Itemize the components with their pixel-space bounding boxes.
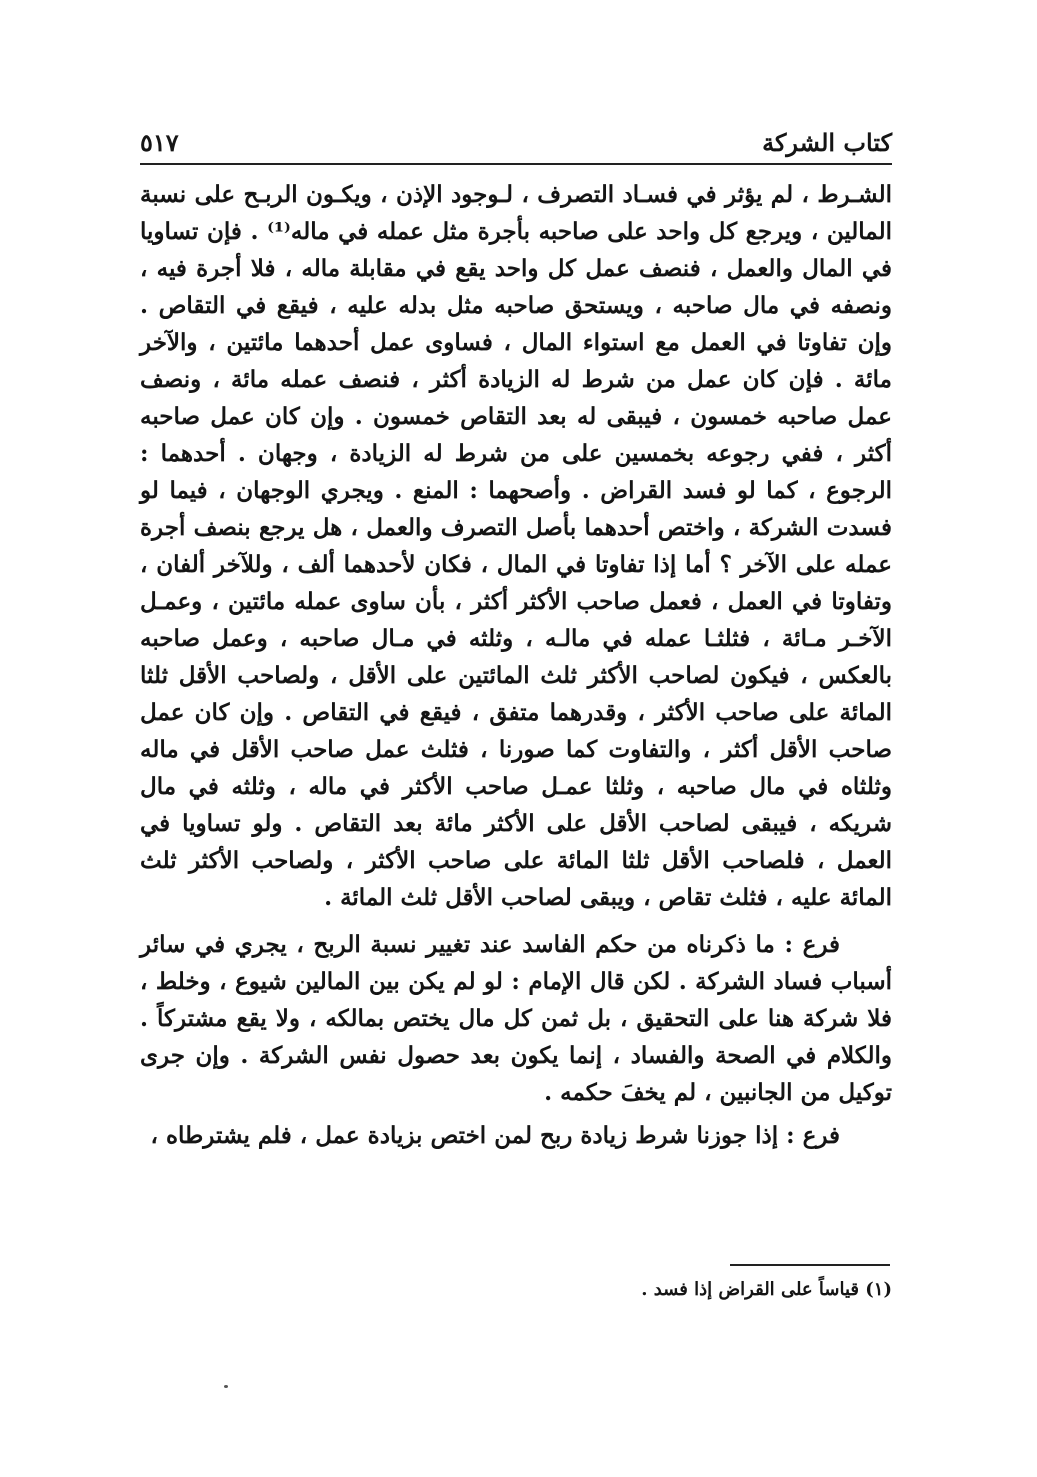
paragraph-main: الشـرط ، لم يؤثر في فسـاد التصرف ، لـوجود الإذن ، ويكـون الربـح على نسبة المالين ، ويرجع كل واحد على صاحبه بأجرة مثل عمله في ماله⁽¹⁾ . فإن تساويا في المال والعمل ، فنصف عمل كل واحد يقع في مقابلة ماله ، فلا أجرة فيه ، ونصفه في مال صاحبه ، ويستحق صاحبه مثل بدله عليه ، فيقع في التقاص . وإن تفاوتا في العمل مع استواء المال ، فساوى عمل أحدهما مائتين ، والآخر مائة . فإن كان عمل من شرط له الزيادة أكثر ، فنصف عمله مائة ، ونصف عمل صاحبه خمسون ، فيبقى له بعد التقاص خمسون . وإن كان عمل صاحبه أكثر ، ففي رجوعه بخمسين على من شرط له الزيادة ، وجهان . أحدهما : الرجوع ، كما لو فسد القراض . وأصحهما : المنع . ويجري الوجهان ، فيما لو فسدت الشركة ، واختص أحدهما بأصل التصرف والعمل ، هل يرجع بنصف أجرة عمله على الآخر ؟ أما إذا تفاوتا في المال ، فكان لأحدهما ألف ، وللآخر ألفان ، وتفاوتا في العمل ، فعمل صاحب الأكثر أكثر ، بأن ساوى عمله مائتين ، وعمـل الآخـر مـائة ، فثلثـا عمله في مالـه ، وثلثه في مـال صاحبه ، وعمل صاحبه بالعكس ، فيكون لصاحب الأكثر ثلث المائتين على الأقل ، ولصاحب الأقل ثلثا المائة على صاحب الأكثر ، وقدرهما متفق ، فيقع في التقاص . وإن كان عمل صاحب الأقل أكثر ، والتفاوت كما صورنا ، فثلث عمل صاحب الأقل في ماله وثلثاه في مال صاحبه ، وثلثا عمـل صاحب الأكثر في ماله ، وثلثه في مال شريكه ، فيبقى لصاحب الأقل على الأكثر مائة بعد التقاص . ولو تساويا في العمل ، فلصاحب الأقل ثلثا المائة على صاحب الأكثر ، ولصاحب الأكثر ثلث المائة عليه ، فثلث تقاص ، ويبقى لصاحب الأقل ثلث المائة . [140, 181, 892, 911]
page-header [140, 126, 892, 166]
header-rule [140, 163, 892, 165]
page-number: ٥١٧ [140, 128, 179, 157]
footnote: (١) قياساً على القراض إذا فسد . [641, 1279, 892, 1300]
running-title: كتاب الشركة [762, 128, 892, 157]
body-text [140, 176, 892, 1154]
footnote-rule [730, 1264, 890, 1266]
scan-speck [224, 1385, 228, 1388]
paragraph-far-1: فرع : ما ذكرناه من حكم الفاسد عند تغيير نسبة الربح ، يجري في سائر أسباب فساد الشركة . لكن قال الإمام : لو لم يكن بين المالين شيوع ، وخلط ، فلا شركة هنا على التحقيق ، بل ثمن كل مال يختص بمالكه ، ولا يقع مشتركاً . والكلام في الصحة والفساد ، إنما يكون بعد حصول نفس الشركة . وإن جرى توكيل من الجانبين ، لم يخفَ حكمه . [140, 931, 892, 1106]
paragraph-far-2: فرع : إذا جوزنا شرط زيادة ربح لمن اختص بزيادة عمل ، فلم يشترطاه ، [150, 1122, 840, 1149]
